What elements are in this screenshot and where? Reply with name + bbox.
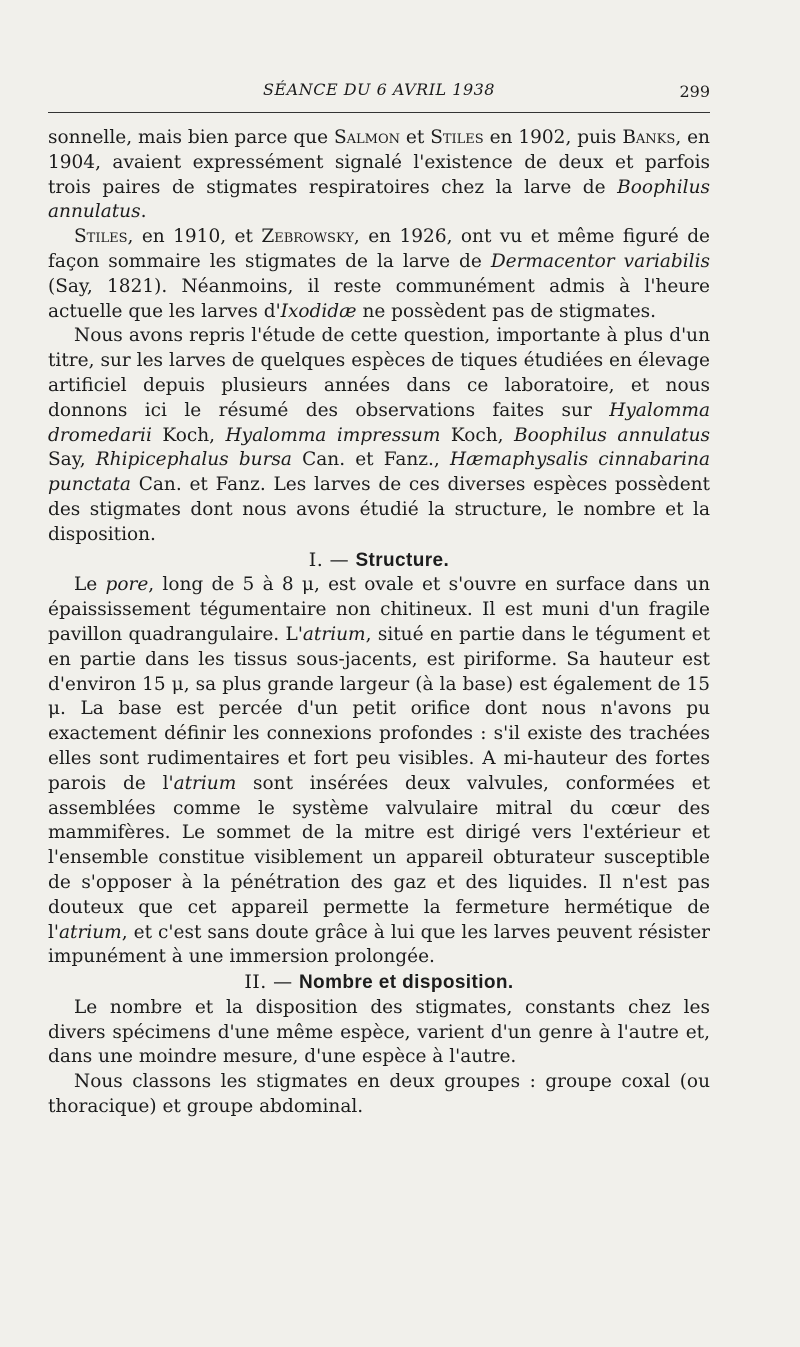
page-number: 299 (679, 82, 710, 101)
paragraph-1 (48, 126, 710, 225)
text: sont insérées deux valvules, conformées et assemblées comme le système valvulaire mitral du cœur des mammifères. Le sommet de la mitre est dirigé vers l'extérieur et l'ensemble constitue visiblement un appareil obturateur susceptible de s'opposer à la pénétration des gaz et des liquides. Il n'est pas douteux que cet appareil permette la fermeture hermétique de l' (48, 772, 710, 943)
text: (Say, 1821). Néanmoins, il reste communément admis à l'heure actuelle que les larves d' (48, 275, 710, 322)
section-dash: — (266, 971, 299, 994)
species-name: Hæmaphysalis cinnabarina punctata (48, 449, 710, 496)
section-number: II. (244, 971, 267, 994)
species-name: Hyalomma dromedarii (48, 399, 710, 446)
term: atrium (59, 921, 122, 943)
header-rule (48, 112, 710, 113)
section-heading-structure (48, 548, 710, 574)
author-name: Banks (622, 127, 676, 148)
paragraph-3 (48, 324, 710, 547)
running-title: SÉANCE DU 6 AVRIL 1938 (263, 80, 495, 99)
text: , en 1910, et (127, 226, 253, 248)
author-name: Salmon (333, 127, 400, 148)
term: atrium (173, 772, 237, 794)
text: et (405, 127, 425, 148)
paragraph-2 (48, 225, 710, 324)
species-name: Boophilus annulatus (514, 424, 710, 446)
text: Can. et Fanz., (302, 449, 440, 471)
text: Le (74, 574, 98, 596)
term: pore (105, 574, 149, 596)
text: , en 1926, ont vu et même figuré de façon sommaire les stigmates de la larve de (48, 226, 710, 272)
author-name: Zebrowsky (261, 226, 354, 248)
species-name: Hyalomma impressum (225, 424, 441, 446)
text: . (140, 201, 147, 223)
author-name: Stiles (74, 226, 128, 248)
text: Can. et Fanz. Les larves de ces diverses espèces possèdent des stigmates dont nous avons étudié la structure, le nombre et la disposition. (48, 474, 710, 545)
species-name: Rhipicephalus bursa (95, 449, 292, 471)
taxon-name: Ixodidæ (280, 300, 357, 322)
section-dash: — (323, 548, 356, 571)
text: ne possèdent pas de stigmates. (362, 300, 657, 322)
term: atrium (302, 623, 366, 645)
text: , long de 5 à 8 μ, est ovale et s'ouvre en surface dans un épaississement tégumentaire non chitineux. Il est muni d'un fragile pavillon quadrangulaire. L' (48, 574, 710, 645)
text: , situé en partie dans le tégument et en partie dans les tissus sous-jacents, est piriforme. Sa hauteur est d'environ 15 μ, sa plus grande largeur (à la base) est également de 15 μ. La base est percée d'un petit orifice dont nous n'avons pu exactement définir les connexions profondes : s'il existe des trachées elles sont rudimentaires et fort peu visibles. A mi-hauteur des fortes parois de l' (48, 623, 711, 794)
text: Say, (48, 449, 86, 471)
text: sonnelle, mais bien parce que (48, 127, 329, 148)
section-heading-nombre (48, 970, 710, 996)
text: , et c'est sans doute grâce à lui que les larves peuvent résister impunément à une immersion prolongée. (48, 921, 710, 968)
text: , en 1904, avaient expressément signalé l'existence de deux et parfois trois paires de stigmates respiratoires chez la larve de (48, 127, 710, 198)
section-title: Structure. (355, 549, 450, 571)
text: Nous avons repris l'étude de cette question, importante à plus d'un titre, sur les larves de quelques espèces de tiques étudiées en élevage artificiel depuis plusieurs années dans ce laboratoire, et nous donnons ici le résumé des observations faites sur (48, 325, 710, 421)
species-name: Dermacentor variabilis (490, 250, 710, 272)
text: Koch, (450, 424, 504, 446)
page-header (48, 78, 710, 108)
section-number: I. (308, 548, 324, 571)
paragraph-6: Nous classons les stigmates en deux groupes : groupe coxal (ou thoracique) et groupe abdominal. (48, 1071, 710, 1118)
body-text (48, 126, 710, 1120)
section-title: Nombre et disposition. (298, 972, 514, 994)
paragraph-4 (48, 573, 710, 970)
species-name: Boophilus annulatus (48, 176, 710, 223)
text: en 1902, puis (489, 127, 617, 148)
author-name: Stiles (430, 127, 484, 148)
text: Koch, (162, 424, 216, 446)
paragraph-5: Le nombre et la disposition des stigmates, constants chez les divers spécimens d'une même espèce, varient d'un genre à l'autre et, dans une moindre mesure, d'une espèce à l'autre. (48, 996, 710, 1068)
